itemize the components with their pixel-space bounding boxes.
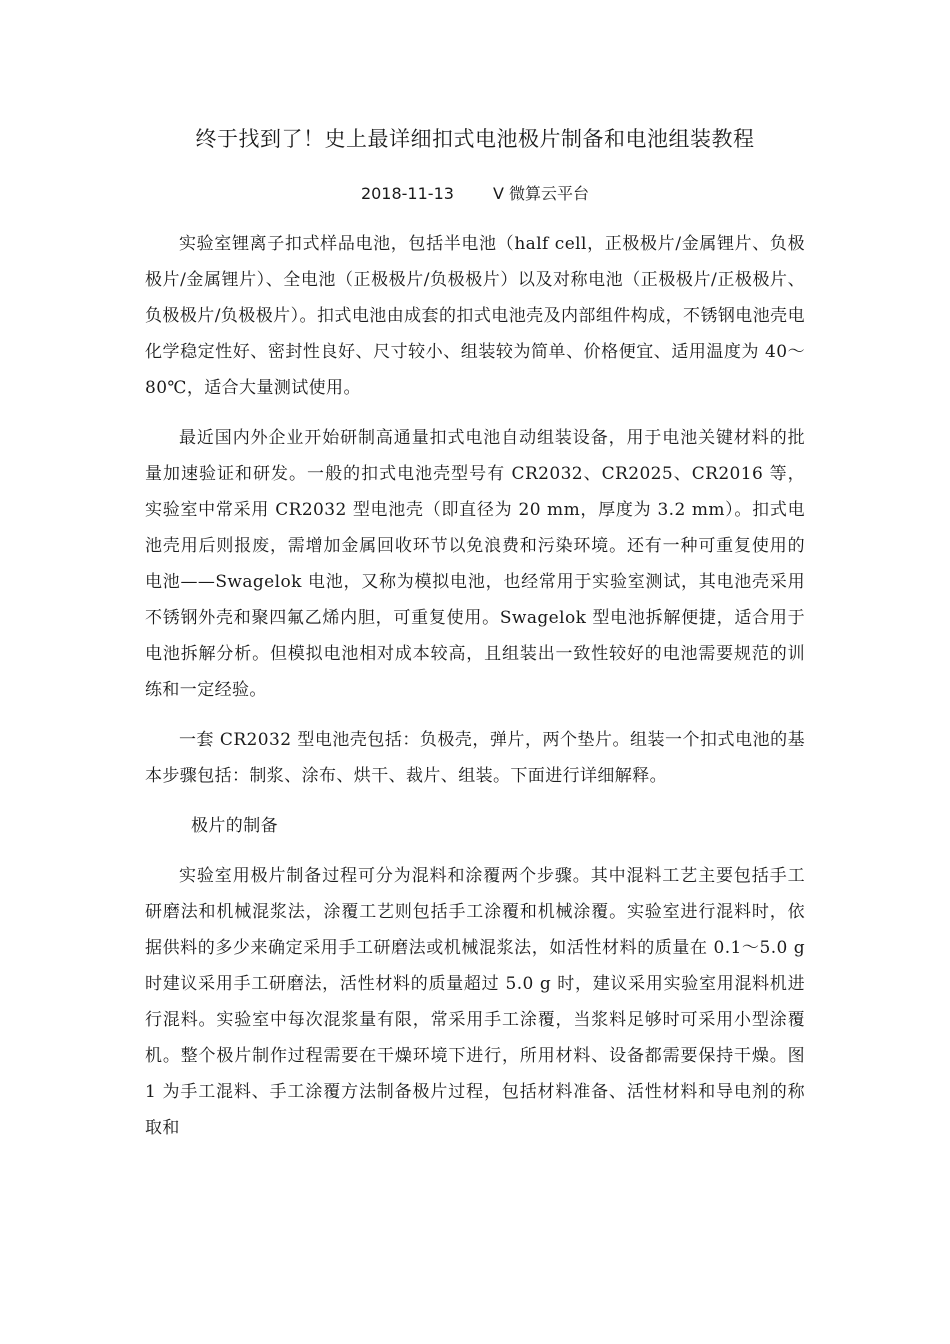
paragraph-equipment: 最近国内外企业开始研制高通量扣式电池自动组装设备，用于电池关键材料的批量加速验证和研发。一般的扣式电池壳型号有 CR2032、CR2025、CR2016 等，实验室中常采用 CR2032 型电池壳（即直径为 20 mm，厚度为 3.2 mm）。扣式电池壳用后则报废，需增加金属回收环节以免浪费和污染环境。还有一种可重复使用的电池——Swagelok 电池，又称为模拟电池，也经常用于实验室测试，其电池壳采用不锈钢外壳和聚四氟乙烯内胆，可重复使用。Swagelok 型电池拆解便捷，适合用于电池拆解分析。但模拟电池相对成本较高，且组装出一致性较好的电池需要规范的训练和一定经验。 (145, 428, 805, 700)
source-name: V 微算云平台 (493, 184, 590, 203)
article-title: 终于找到了！史上最详细扣式电池极片制备和电池组装教程 (195, 127, 755, 151)
article-meta (0, 182, 950, 206)
paragraph-electrode-prep: 实验室用极片制备过程可分为混料和涂覆两个步骤。其中混料工艺主要包括手工研磨法和机械混浆法，涂覆工艺则包括手工涂覆和机械涂覆。实验室进行混料时，依据供料的多少来确定采用手工研磨法或机械混浆法，如活性材料的质量在 0.1～5.0 g 时建议采用手工研磨法，活性材料的质量超过 5.0 g 时，建议采用实验室用混料机进行混料。实验室中每次混浆量有限，常采用手工涂覆，当浆料足够时可采用小型涂覆机。整个极片制作过程需要在干燥环境下进行，所用材料、设备都需要保持干燥。图 1 为手工混料、手工涂覆方法制备极片过程，包括材料准备、活性材料和导电剂的称取和 (145, 866, 805, 1138)
section-heading: 极片的制备 (191, 816, 278, 836)
publish-date: 2018-11-13 (360, 184, 454, 203)
article-body (145, 226, 805, 1160)
paragraph-cell-parts: 一套 CR2032 型电池壳包括：负极壳，弹片，两个垫片。组装一个扣式电池的基本步骤包括：制浆、涂布、烘干、裁片、组装。下面进行详细解释。 (145, 730, 805, 786)
paragraph-intro: 实验室锂离子扣式样品电池，包括半电池（half cell，正极极片/金属锂片、负极极片/金属锂片）、全电池（正极极片/负极极片）以及对称电池（正极极片/正极极片、负极极片/负极极片）。扣式电池由成套的扣式电池壳及内部组件构成，不锈钢电池壳电化学稳定性好、密封性良好、尺寸较小、组装较为简单、价格便宜、适用温度为 40～80℃，适合大量测试使用。 (145, 234, 805, 398)
